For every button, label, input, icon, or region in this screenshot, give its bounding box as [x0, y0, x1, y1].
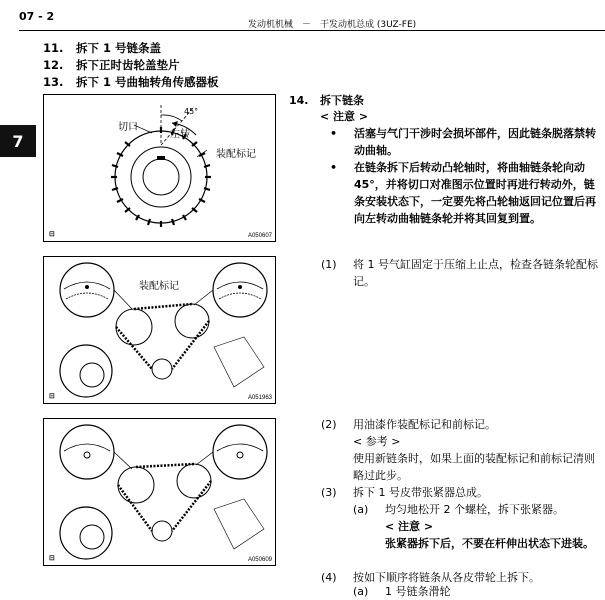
- sub-4a-num: (a): [353, 585, 369, 598]
- figure-3-mark-icon: ⊟: [49, 554, 55, 562]
- sub-4-num: (4): [321, 571, 337, 584]
- label-cut: 切口: [118, 122, 138, 133]
- figure-timing-marks: [43, 256, 276, 404]
- step-14-title: 拆下链条: [320, 94, 364, 107]
- sub-3-num: (3): [321, 486, 337, 499]
- figure-sensor-plate: [43, 94, 276, 242]
- bullet-2-icon: •: [330, 161, 338, 174]
- figure-3-code: A050609: [247, 557, 272, 563]
- step-14-note-label: < 注意 >: [320, 110, 369, 123]
- step-14-num: 14.: [289, 94, 309, 107]
- sub-1-text: 将 1 号气缸固定于压缩上止点，检查各链条轮配标记。: [353, 258, 598, 288]
- sensor-plate-drawing: [44, 95, 275, 241]
- note-bullet-2-text: 在链条拆下后转动凸轮轴时，将曲轴链条轮向动 45°，并将切口对准图示位置时再进行转动外，链条安装状态下，一定要先将凸轮轴返回记位置后再向左转动曲轴链条轮并将其回复到置。: [354, 161, 596, 225]
- label-left-turn: 左转: [170, 129, 190, 140]
- sub-3a-text: 均匀地松开 2 个螺栓，拆下张紧器。: [385, 503, 564, 516]
- sub-2-num: (2): [321, 418, 337, 431]
- note-bullet-1-text: 活塞与气门干涉时会损坏部件，因此链条脱落禁转动曲轴。: [354, 127, 596, 157]
- step-13-text: 拆下 1 号曲轴转角传感器板: [76, 75, 219, 89]
- reference-label: < 参考 >: [353, 435, 401, 448]
- chapter-tab: 7: [0, 125, 36, 157]
- figure-2-code: A051963: [247, 395, 272, 401]
- label-mark: 装配标记: [216, 149, 256, 160]
- sub-3a-num: (a): [353, 503, 369, 516]
- sub-4a-text: 1 号链条滑轮: [385, 585, 451, 598]
- sub-2-text: 用油漆作装配标记和前标记。: [353, 418, 496, 431]
- step-12-text: 拆下正时齿轮盖垫片: [76, 58, 180, 72]
- step-11-text: 拆下 1 号链条盖: [76, 41, 162, 55]
- label-angle: 45°: [184, 107, 199, 116]
- note-bullet-1: [330, 125, 605, 159]
- sub-3-text: 拆下 1 号皮带张紧器总成。: [353, 486, 488, 499]
- step-13-num: 13.: [43, 75, 64, 89]
- figure-1-mark-icon: ⊟: [49, 230, 55, 238]
- chain-removal-drawing: [44, 419, 275, 565]
- step-13: [43, 74, 219, 90]
- sub-1-num: (1): [321, 258, 337, 271]
- label-mark-2: 装配标记: [139, 277, 179, 292]
- figure-1-code: A050607: [247, 233, 272, 239]
- header-rule: [19, 30, 605, 31]
- section-header: 发动机机械 － 干发动机总成 (3UZ-FE): [248, 20, 417, 30]
- bullet-1-icon: •: [330, 127, 338, 140]
- step-11-num: 11.: [43, 41, 64, 55]
- note-2-label: < 注意 >: [385, 520, 434, 533]
- note-bullet-2: [330, 159, 605, 227]
- step-11: [43, 40, 161, 56]
- note-2-text: 张紧器拆下后，不要在杆伸出状态下进装。: [385, 537, 594, 550]
- sub-4-text: 按如下顺序将链条从各皮带轮上拆下。: [353, 571, 540, 584]
- step-12: [43, 57, 180, 73]
- page-number: 07 - 2: [19, 10, 55, 23]
- figure-chain-removal: [43, 418, 276, 566]
- reference-text: 使用新链条时，如果上面的装配标记和前标记清则略过此步。: [353, 452, 595, 482]
- figure-2-mark-icon: ⊟: [49, 392, 55, 400]
- step-12-num: 12.: [43, 58, 64, 72]
